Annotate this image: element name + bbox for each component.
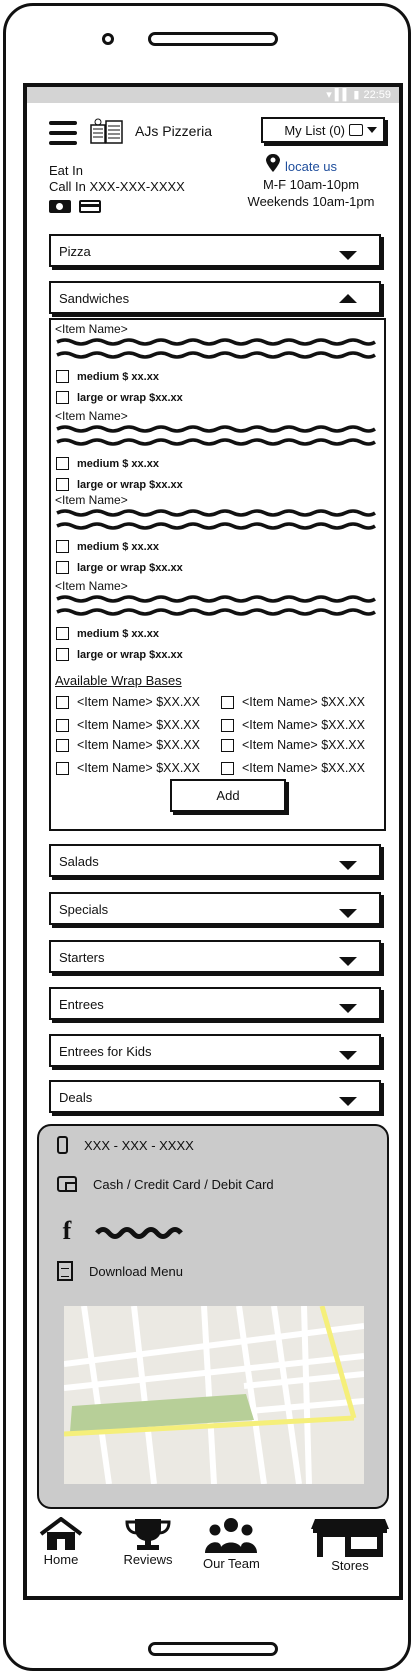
checkbox[interactable] xyxy=(221,762,234,775)
checkbox[interactable] xyxy=(56,478,69,491)
my-list-button[interactable] xyxy=(261,117,385,143)
checkbox[interactable] xyxy=(56,370,69,383)
wrap-option-label: <Item Name> $XX.XX xyxy=(242,761,365,775)
checkbox[interactable] xyxy=(56,762,69,775)
category-label: Pizza xyxy=(59,244,91,259)
wrap-option[interactable] xyxy=(221,695,365,709)
eat-in-label: Eat In xyxy=(49,163,83,178)
chevron-down-icon xyxy=(339,1004,357,1013)
locate-us-link[interactable]: locate us xyxy=(285,159,338,174)
chevron-down-icon xyxy=(367,127,377,133)
download-menu-label: Download Menu xyxy=(89,1263,183,1279)
checkbox[interactable] xyxy=(221,739,234,752)
option-medium[interactable] xyxy=(56,540,159,553)
category-label: Entrees for Kids xyxy=(59,1044,152,1059)
home-icon xyxy=(39,1517,83,1551)
call-in-label: Call In XXX-XXX-XXXX xyxy=(49,179,185,194)
cash-icon xyxy=(49,200,71,213)
signal-icon: ▾ ▌▌ ▮ xyxy=(326,89,360,101)
store-icon xyxy=(311,1517,389,1557)
status-bar xyxy=(27,87,399,103)
wrap-option-label: <Item Name> $XX.XX xyxy=(242,718,365,732)
pizzeria-logo-icon xyxy=(89,117,125,147)
document-icon xyxy=(57,1261,73,1281)
item-name: <Item Name> xyxy=(55,493,128,507)
phone-icon xyxy=(57,1136,68,1154)
wrap-option-label: <Item Name> $XX.XX xyxy=(77,761,200,775)
wrap-option-label: <Item Name> $XX.XX xyxy=(77,738,200,752)
checkbox[interactable] xyxy=(56,627,69,640)
chevron-down-icon xyxy=(339,1097,357,1106)
app-screen xyxy=(23,83,403,1600)
checkbox[interactable] xyxy=(56,739,69,752)
checkbox[interactable] xyxy=(221,696,234,709)
wrap-option[interactable] xyxy=(56,761,200,775)
tab-our-team[interactable] xyxy=(203,1517,260,1571)
chevron-down-icon xyxy=(339,861,357,870)
shopping-bag-icon xyxy=(349,124,363,136)
option-large-wrap[interactable] xyxy=(56,391,183,404)
wrap-option-label: <Item Name> $XX.XX xyxy=(77,718,200,732)
speaker-grille xyxy=(148,32,278,46)
status-icons xyxy=(326,88,391,101)
chevron-down-icon xyxy=(339,957,357,966)
footer-facebook[interactable] xyxy=(57,1216,189,1246)
footer-phone-label: XXX - XXX - XXXX xyxy=(84,1137,194,1153)
checkbox[interactable] xyxy=(221,719,234,732)
checkbox[interactable] xyxy=(56,391,69,404)
camera-icon xyxy=(102,33,114,45)
tab-label: Stores xyxy=(331,1558,369,1573)
option-medium[interactable] xyxy=(56,370,159,383)
option-label: medium $ xx.xx xyxy=(77,627,159,640)
brand-name: AJs Pizzeria xyxy=(135,123,213,139)
chevron-up-icon xyxy=(339,294,357,303)
wrap-option[interactable] xyxy=(56,695,200,709)
wrap-option-label: <Item Name> $XX.XX xyxy=(242,695,365,709)
category-label: Specials xyxy=(59,902,109,917)
category-salads[interactable] xyxy=(49,844,381,877)
option-large-wrap[interactable] xyxy=(56,561,183,574)
order-methods xyxy=(49,163,185,195)
category-label: Starters xyxy=(59,950,105,965)
facebook-icon: f xyxy=(62,1216,72,1245)
option-large-wrap[interactable] xyxy=(56,648,183,661)
option-label: large or wrap $xx.xx xyxy=(77,648,183,661)
option-label: medium $ xx.xx xyxy=(77,457,159,470)
category-label: Deals xyxy=(59,1090,93,1105)
tab-home[interactable] xyxy=(39,1517,83,1567)
phone-frame xyxy=(3,3,411,1671)
wrap-option[interactable] xyxy=(221,738,365,752)
tab-label: Our Team xyxy=(203,1556,260,1571)
category-specials[interactable] xyxy=(49,892,381,925)
category-sandwiches[interactable] xyxy=(49,281,381,314)
wrap-option[interactable] xyxy=(221,718,365,732)
item-name: <Item Name> xyxy=(55,409,128,423)
hours-weekday: M-F 10am-10pm xyxy=(262,177,360,192)
hamburger-menu-icon[interactable] xyxy=(49,121,77,145)
chevron-down-icon xyxy=(339,909,357,918)
checkbox[interactable] xyxy=(56,561,69,574)
category-label: Sandwiches xyxy=(59,291,130,306)
item-description-scribble xyxy=(55,336,377,360)
tab-label: Home xyxy=(43,1552,79,1567)
chevron-down-icon xyxy=(339,1051,357,1060)
checkbox[interactable] xyxy=(56,696,69,709)
wrap-option-label: <Item Name> $XX.XX xyxy=(77,695,200,709)
category-deals[interactable] xyxy=(49,1080,381,1113)
home-button[interactable] xyxy=(148,1642,278,1656)
category-entrees-for-kids[interactable] xyxy=(49,1034,381,1067)
category-pizza[interactable] xyxy=(49,234,381,267)
option-label: medium $ xx.xx xyxy=(77,370,159,383)
category-entrees[interactable] xyxy=(49,987,381,1020)
my-list-label: My List (0) xyxy=(284,122,345,138)
bottom-tab-bar xyxy=(27,1517,399,1597)
item-description-scribble xyxy=(55,593,377,617)
footer-payment xyxy=(57,1176,274,1192)
wrap-option[interactable] xyxy=(221,761,365,775)
option-medium[interactable] xyxy=(56,627,159,640)
wrap-option[interactable] xyxy=(56,718,200,732)
checkbox[interactable] xyxy=(56,719,69,732)
chevron-down-icon xyxy=(339,251,357,260)
checkbox[interactable] xyxy=(56,540,69,553)
footer-info xyxy=(37,1124,389,1509)
add-button[interactable]: Add xyxy=(170,779,286,812)
wrap-option[interactable] xyxy=(56,738,200,752)
option-medium[interactable] xyxy=(56,457,159,470)
checkbox[interactable] xyxy=(56,648,69,661)
item-name: <Item Name> xyxy=(55,322,128,336)
hours-weekend: Weekends 10am-1pm xyxy=(247,194,375,209)
category-label: Salads xyxy=(59,854,99,869)
tab-stores[interactable] xyxy=(311,1517,389,1573)
option-large-wrap[interactable] xyxy=(56,478,183,491)
credit-card-icon xyxy=(79,200,101,213)
wrap-option-label: <Item Name> $XX.XX xyxy=(242,738,365,752)
item-description-scribble xyxy=(55,507,377,531)
item-description-scribble xyxy=(55,423,377,447)
facebook-handle-scribble xyxy=(93,1220,189,1242)
option-label: large or wrap $xx.xx xyxy=(77,478,183,491)
footer-payment-label: Cash / Credit Card / Debit Card xyxy=(93,1176,274,1192)
payment-icons xyxy=(49,200,101,213)
sandwiches-panel xyxy=(49,318,386,831)
option-label: large or wrap $xx.xx xyxy=(77,561,183,574)
category-starters[interactable] xyxy=(49,940,381,973)
trophy-icon xyxy=(123,1517,173,1551)
footer-download-menu[interactable] xyxy=(57,1261,183,1281)
tab-reviews[interactable] xyxy=(123,1517,173,1567)
footer-phone[interactable] xyxy=(57,1136,194,1154)
option-label: large or wrap $xx.xx xyxy=(77,391,183,404)
checkbox[interactable] xyxy=(56,457,69,470)
team-icon xyxy=(205,1517,257,1555)
option-label: medium $ xx.xx xyxy=(77,540,159,553)
status-time: 22:59 xyxy=(363,88,391,101)
tab-label: Reviews xyxy=(123,1552,173,1567)
wallet-icon xyxy=(57,1176,77,1192)
map-pin-icon[interactable] xyxy=(266,154,280,172)
store-map[interactable] xyxy=(64,1306,364,1484)
item-name: <Item Name> xyxy=(55,579,128,593)
category-label: Entrees xyxy=(59,997,104,1012)
wrap-bases-title: Available Wrap Bases xyxy=(55,673,182,688)
opening-hours xyxy=(247,176,375,210)
